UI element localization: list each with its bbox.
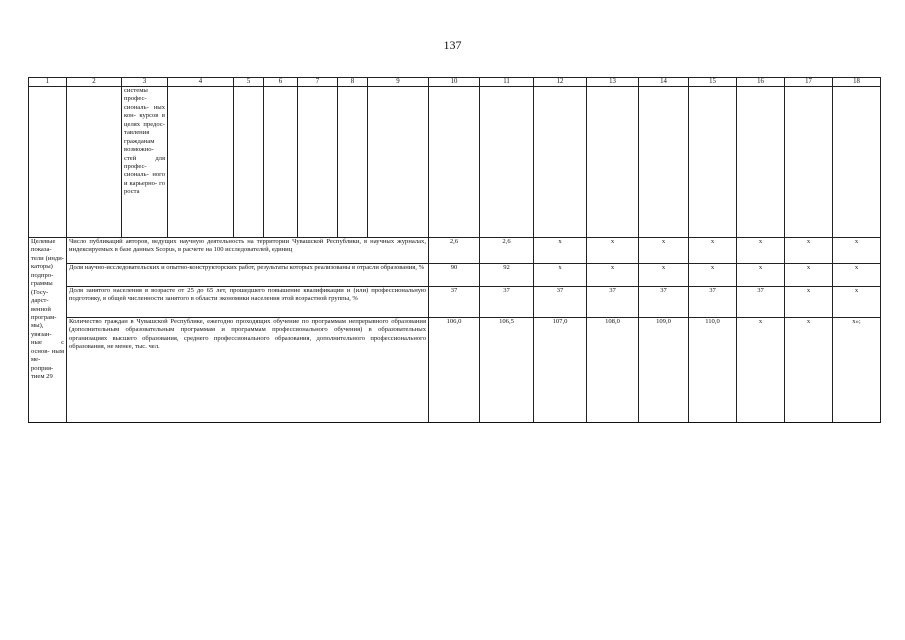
value-cell: x <box>689 264 737 287</box>
table-cell <box>833 87 881 238</box>
value-cell: x <box>833 264 881 287</box>
column-header: 1 <box>29 78 67 87</box>
value-cell: x <box>737 318 785 423</box>
column-header: 3 <box>122 78 168 87</box>
column-header: 7 <box>298 78 338 87</box>
table-row <box>29 318 881 423</box>
value-cell: 109,0 <box>639 318 689 423</box>
table-cell <box>298 87 338 238</box>
column-header: 4 <box>168 78 234 87</box>
table-cell <box>264 87 298 238</box>
value-cell: 107,0 <box>534 318 587 423</box>
indicator-name: Доля научно-исследовательских и опытно-конструкторских работ, результаты которых реализованы в отрасли образования, % <box>67 264 429 287</box>
program-table <box>28 77 881 423</box>
value-cell: 37 <box>639 287 689 318</box>
value-cell: 37 <box>429 287 480 318</box>
table-cell <box>534 87 587 238</box>
value-cell: 2,6 <box>480 238 534 264</box>
table-row <box>29 264 881 287</box>
column-header: 5 <box>234 78 264 87</box>
value-cell: x <box>639 238 689 264</box>
column-header: 8 <box>338 78 368 87</box>
value-cell: x <box>785 287 833 318</box>
column-header: 15 <box>689 78 737 87</box>
value-cell: x <box>587 264 639 287</box>
column-header: 17 <box>785 78 833 87</box>
column-number-row <box>29 78 881 87</box>
column-header: 18 <box>833 78 881 87</box>
value-cell: x <box>587 238 639 264</box>
table-row <box>29 287 881 318</box>
table-cell <box>689 87 737 238</box>
value-cell: x <box>833 287 881 318</box>
column-header: 13 <box>587 78 639 87</box>
value-cell: 37 <box>534 287 587 318</box>
table-cell <box>338 87 368 238</box>
value-cell: x <box>689 238 737 264</box>
value-cell: 110,0 <box>689 318 737 423</box>
value-cell: x <box>639 264 689 287</box>
table-cell <box>480 87 534 238</box>
table-cell <box>67 87 122 238</box>
value-cell: 106,5 <box>480 318 534 423</box>
table-cell <box>368 87 429 238</box>
table-cell <box>587 87 639 238</box>
column-header: 12 <box>534 78 587 87</box>
value-cell: 92 <box>480 264 534 287</box>
column-header: 11 <box>480 78 534 87</box>
table-cell <box>429 87 480 238</box>
column-header: 10 <box>429 78 480 87</box>
table-cell <box>785 87 833 238</box>
column-header: 16 <box>737 78 785 87</box>
value-cell: x <box>785 264 833 287</box>
value-cell: x <box>737 238 785 264</box>
column-header: 2 <box>67 78 122 87</box>
value-cell: 37 <box>587 287 639 318</box>
value-cell: 108,0 <box>587 318 639 423</box>
value-cell: 37 <box>737 287 785 318</box>
value-cell: 37 <box>689 287 737 318</box>
page-number: 137 <box>443 38 462 52</box>
continuation-text: системы профес- сиональ- ных кон- курсов в целях предос- тавления гражданам возможно- стей для профес- сиональ- ного и карьерно- го роста <box>122 87 168 238</box>
column-header: 6 <box>264 78 298 87</box>
value-cell: x»; <box>833 318 881 423</box>
value-cell: 37 <box>480 287 534 318</box>
column-header: 14 <box>639 78 689 87</box>
table-cell <box>234 87 264 238</box>
table-cell <box>639 87 689 238</box>
indicator-name: Количество граждан в Чувашской Республике, ежегодно проходящих обучение по программам непрерывного образования (дополнительным образовательным программам и программам профессионального обучения) в образовательных организациях высшего образования, среднего профессионального образования, дополнительного профессионального образования, не менее, тыс. чел. <box>67 318 429 423</box>
table-row <box>29 238 881 264</box>
value-cell: 90 <box>429 264 480 287</box>
table-cell <box>29 87 67 238</box>
value-cell: x <box>534 264 587 287</box>
value-cell: x <box>737 264 785 287</box>
indicator-name: Число публикаций авторов, ведущих научную деятельность на территории Чувашской Республики, в научных журналах, индексируемых в базе данных Scopus, в расчете на 100 исследователей, единиц <box>67 238 429 264</box>
continuation-row <box>29 87 881 238</box>
table-cell <box>168 87 234 238</box>
table-cell <box>737 87 785 238</box>
value-cell: x <box>785 318 833 423</box>
value-cell: 106,0 <box>429 318 480 423</box>
indicator-name: Доля занятого населения в возрасте от 25 до 65 лет, прошедшего повышение квалификации и (или) профессиональную подготовку, в общей численности занятого в области экономики населения этой возрастной группы, % <box>67 287 429 318</box>
value-cell: x <box>833 238 881 264</box>
value-cell: x <box>534 238 587 264</box>
value-cell: x <box>785 238 833 264</box>
indicator-group-label: Целевые показа- тели (инди- каторы) подпро- граммы (Госу- дарст- венной програм- мы), увязан- ные с основ- ным ме- роприя- тием 29 <box>29 238 67 423</box>
column-header: 9 <box>368 78 429 87</box>
value-cell: 2,6 <box>429 238 480 264</box>
